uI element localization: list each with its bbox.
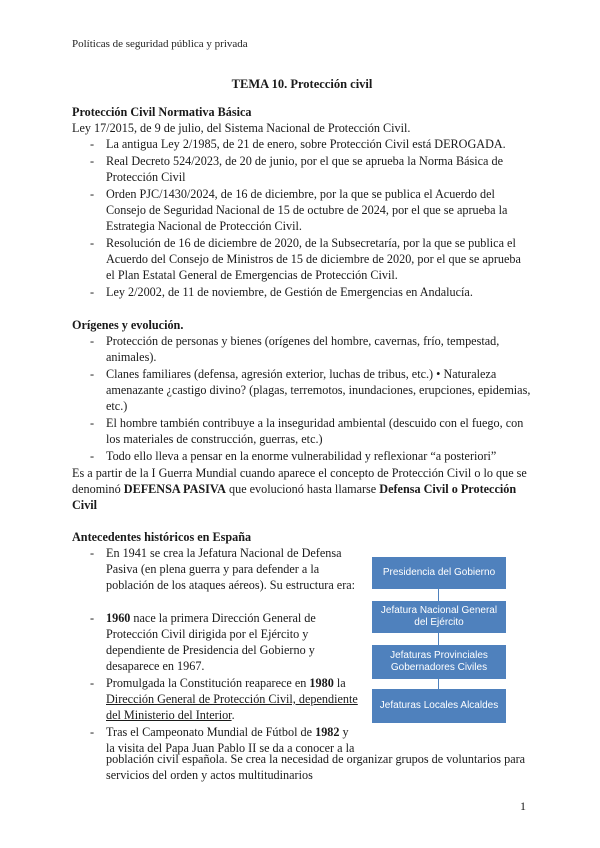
list-item: - En 1941 se crea la Jefatura Nacional de Defensa Pasiva (en plena guerra y para defender a la población de los ataques aéreos). Su estructura era: xyxy=(72,545,358,593)
list-item: - La antigua Ley 2/1985, de 21 de enero, sobre Protección Civil está DEROGADA. xyxy=(72,136,532,152)
year-1982: 1982 xyxy=(315,725,340,739)
defensa-pasiva-paragraph xyxy=(72,465,532,513)
section-heading-antecedentes: Antecedentes históricos en España xyxy=(72,530,252,544)
document-title: TEMA 10. Protección civil xyxy=(231,77,373,91)
list-item xyxy=(72,610,358,674)
list-item: - Ley 2/2002, de 11 de noviembre, de Gestión de Emergencias en Andalucía. xyxy=(72,284,532,300)
list-item-text: Tras el Campeonato Mundial de Fútbol de xyxy=(106,725,316,739)
antecedentes-list xyxy=(72,545,358,593)
origenes-list xyxy=(72,333,532,464)
list-item-text: y la visita del Papa Juan Pablo II se da a conocer a la xyxy=(106,725,355,755)
antecedentes-list-cont xyxy=(72,610,358,756)
year-1960: 1960 xyxy=(106,611,131,625)
org-box-jefatura-nacional: Jefatura Nacional General del Ejército xyxy=(372,601,506,633)
list-item: - Clanes familiares (defensa, agresión exterior, luchas de tribus, etc.) • Naturaleza amenazante ¿castigo divino? (plagas, terremotos, inundaciones, erupciones, epidemias, etc.) xyxy=(72,366,532,414)
paragraph-text: que evolucionó hasta llamarse xyxy=(225,482,380,496)
list-item: - Protección de personas y bienes (orígenes del hombre, cavernas, frío, tempestad, animales). xyxy=(72,333,532,365)
list-item-text: nace la primera Dirección General de Protección Civil dirigida por el Ejército y dependiente de Presidencia del Gobierno y desaparece en 1967. xyxy=(106,611,316,673)
defensa-civil-term: Defensa Civil o Protección Civil xyxy=(72,482,517,512)
org-connector xyxy=(438,633,439,645)
section-heading-normativa: Protección Civil Normativa Básica xyxy=(72,105,252,119)
antecedentes-continuation xyxy=(72,751,532,783)
page-number: 1 xyxy=(520,799,526,813)
normativa-intro: Ley 17/2015, de 9 de julio, del Sistema Nacional de Protección Civil. xyxy=(72,121,411,135)
normativa-list xyxy=(72,136,532,300)
org-connector xyxy=(438,679,439,689)
org-box-jefaturas-locales: Jefaturas Locales Alcaldes xyxy=(372,689,506,723)
list-item-text: Promulgada la Constitución reaparece en xyxy=(106,676,310,690)
org-box-presidencia: Presidencia del Gobierno xyxy=(372,557,506,589)
list-item-text: la xyxy=(333,676,346,690)
paragraph-text: Es a partir de la I Guerra Mundial cuando aparece el concepto de Protección Civil o lo que se denominó xyxy=(72,466,527,496)
org-box-jefaturas-provinciales: Jefaturas Provinciales Gobernadores Civiles xyxy=(372,645,506,679)
year-1980: 1980 xyxy=(309,676,334,690)
org-connector xyxy=(438,589,439,601)
list-item: - Orden PJC/1430/2024, de 16 de diciembre, por la que se publica el Acuerdo del Consejo de Seguridad Nacional de 15 de octubre de 2024, por el que se aprueba la Estrategia Nacional de Protección Civil. xyxy=(72,186,532,234)
antecedentes-left-column xyxy=(72,545,358,757)
org-chart xyxy=(372,557,506,723)
list-item-text: . xyxy=(231,708,235,722)
continuation-text: población civil española. Se crea la necesidad de organizar grupos de voluntarios para servicios del orden y actos multitudinarios xyxy=(106,752,526,782)
list-item: - Real Decreto 524/2023, de 20 de junio, por el que se aprueba la Norma Básica de Protección Civil xyxy=(72,153,532,185)
list-item: - Todo ello lleva a pensar en la enorme vulnerabilidad y reflexionar “a posteriori” xyxy=(72,448,532,464)
list-item xyxy=(72,675,358,723)
defensa-pasiva-term: DEFENSA PASIVA xyxy=(123,482,226,496)
list-item: - Resolución de 16 de diciembre de 2020, de la Subsecretaría, por la que se publica el Acuerdo del Consejo de Ministros de 15 de diciembre de 2020, por el que se aprueba el Plan Estatal General de Emergencias de Protección Civil. xyxy=(72,235,532,283)
section-heading-origenes: Orígenes y evolución. xyxy=(72,318,184,332)
running-header: Políticas de seguridad pública y privada xyxy=(72,38,248,50)
underlined-text: Dirección General de Protección Civil, dependiente del Ministerio del Interior xyxy=(106,692,358,722)
list-item: - El hombre también contribuye a la inseguridad ambiental (descuido con el fuego, con los materiales de construcción, guerras, etc.) xyxy=(72,415,532,447)
